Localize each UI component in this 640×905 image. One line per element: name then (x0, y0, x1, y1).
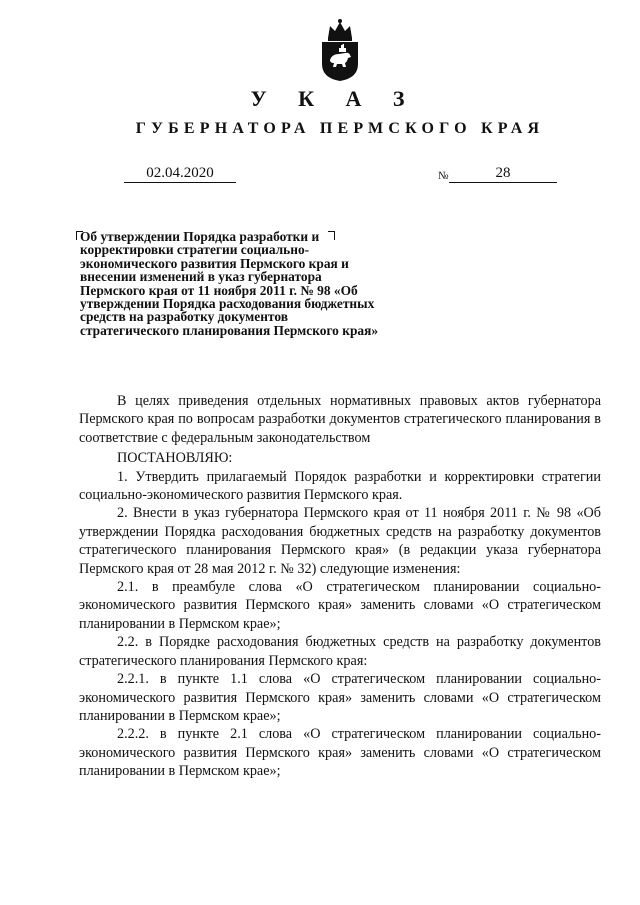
decree-word: ПОСТАНОВЛЯЮ: (117, 450, 233, 467)
document-date: 02.04.2020 (124, 164, 236, 183)
item-2-2-1: 2.2.1. в пункте 1.1 слова «О стратегическом планировании социально-экономического развития Пермского края» заменить словами «О стратегическом планировании в Пермском крае»; (79, 671, 601, 724)
item-1: 1. Утвердить прилагаемый Порядок разработки и корректировки стратегии социально-экономического развития Пермского края. (79, 468, 601, 504)
item-2-2: 2.2. в Порядке расходования бюджетных средств на разработку документов стратегического планирования Пермского края: (79, 634, 601, 669)
issuer-title: ГУБЕРНАТОРА ПЕРМСКОГО КРАЯ (135, 120, 545, 137)
document-body (79, 392, 601, 781)
item-2-1: 2.1. в преамбуле слова «О стратегическом планировании социально-экономического развития Пермского края» заменить словами «О стратегическом планировании в Пермском крае»; (79, 579, 601, 632)
document-subject: Об утверждении Порядка разработки и корректировки стратегии социально-экономического развития Пермского края и внесении изменений в указ губернатора Пермского края от 11 ноября 2011 г. № 98 «Об утверждении Порядка расходования бюджетных средств на разработку документов стратегического планирования Пермского края» (80, 229, 379, 338)
number-label: № (438, 170, 449, 182)
coat-of-arms-icon (318, 16, 362, 82)
document-number: 28 (449, 164, 557, 183)
item-2-2-2: 2.2.2. в пункте 2.1 слова «О стратегическом планировании социально-экономического развития Пермского края» заменить словами «О стратегическом планировании в Пермском крае»; (79, 726, 601, 780)
preamble: В целях приведения отдельных нормативных правовых актов губернатора Пермского края по вопросам разработки документов стратегического планирования в соответствие с федеральным законодательством (79, 393, 601, 446)
item-2: 2. Внести в указ губернатора Пермского края от 11 ноября 2011 г. № 98 «Об утверждении Порядка расходования бюджетных средств на разработку документов стратегического планирования Пермского края» (в редакции указа губернатора Пермского края от 28 мая 2012 г. № 32) следующие изменения: (79, 505, 601, 577)
document-type-title: У К А З (250, 86, 418, 111)
